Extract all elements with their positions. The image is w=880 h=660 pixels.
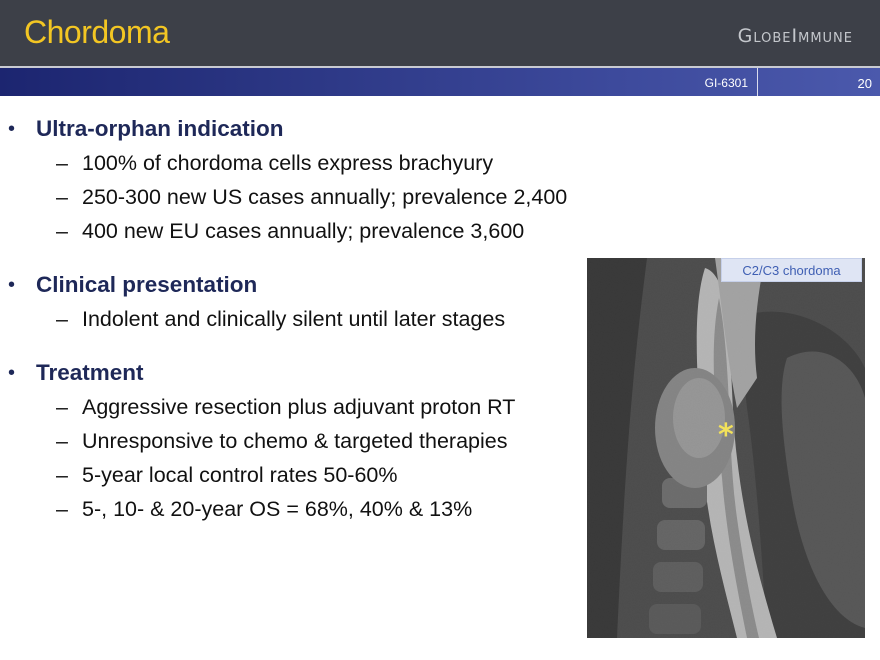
tumor-marker: * <box>718 418 734 453</box>
band-divider-line <box>0 66 880 68</box>
slide-code: GI-6301 <box>704 76 748 90</box>
dash-icon: – <box>56 429 68 453</box>
bullet-icon: • <box>8 274 16 296</box>
slide-title: Chordoma <box>24 14 170 50</box>
dash-icon: – <box>56 463 68 487</box>
section-treatment <box>0 356 600 526</box>
section-clinical-presentation <box>0 268 600 336</box>
dash-icon: – <box>56 307 68 331</box>
page-number: 20 <box>857 76 872 91</box>
list-item: – 400 new EU cases annually; prevalence 3,600 <box>0 214 600 248</box>
section-heading: • Clinical presentation <box>0 268 600 302</box>
list-item: – 250-300 new US cases annually; prevalence 2,400 <box>0 180 600 214</box>
section-heading: • Ultra-orphan indication <box>0 112 600 146</box>
header-band <box>0 66 880 96</box>
dash-icon: – <box>56 395 68 419</box>
section-ultra-orphan <box>0 112 600 248</box>
dash-icon: – <box>56 151 68 175</box>
bullet-icon: • <box>8 362 16 384</box>
dash-icon: – <box>56 219 68 243</box>
list-item: – 5-year local control rates 50-60% <box>0 458 600 492</box>
list-item: – 5-, 10- & 20-year OS = 68%, 40% & 13% <box>0 492 600 526</box>
brand-logo: GlobeImmune <box>737 25 853 47</box>
list-item: – Unresponsive to chemo & targeted therapies <box>0 424 600 458</box>
list-item: – Indolent and clinically silent until later stages <box>0 302 600 336</box>
dash-icon: – <box>56 185 68 209</box>
list-item: – Aggressive resection plus adjuvant proton RT <box>0 390 600 424</box>
bullet-icon: • <box>8 118 16 140</box>
image-label: C2/C3 chordoma <box>721 258 862 282</box>
section-heading: • Treatment <box>0 356 600 390</box>
slide-content <box>0 112 600 546</box>
header-bar <box>0 0 880 66</box>
page-divider <box>757 68 758 96</box>
list-item: – 100% of chordoma cells express brachyury <box>0 146 600 180</box>
dash-icon: – <box>56 497 68 521</box>
